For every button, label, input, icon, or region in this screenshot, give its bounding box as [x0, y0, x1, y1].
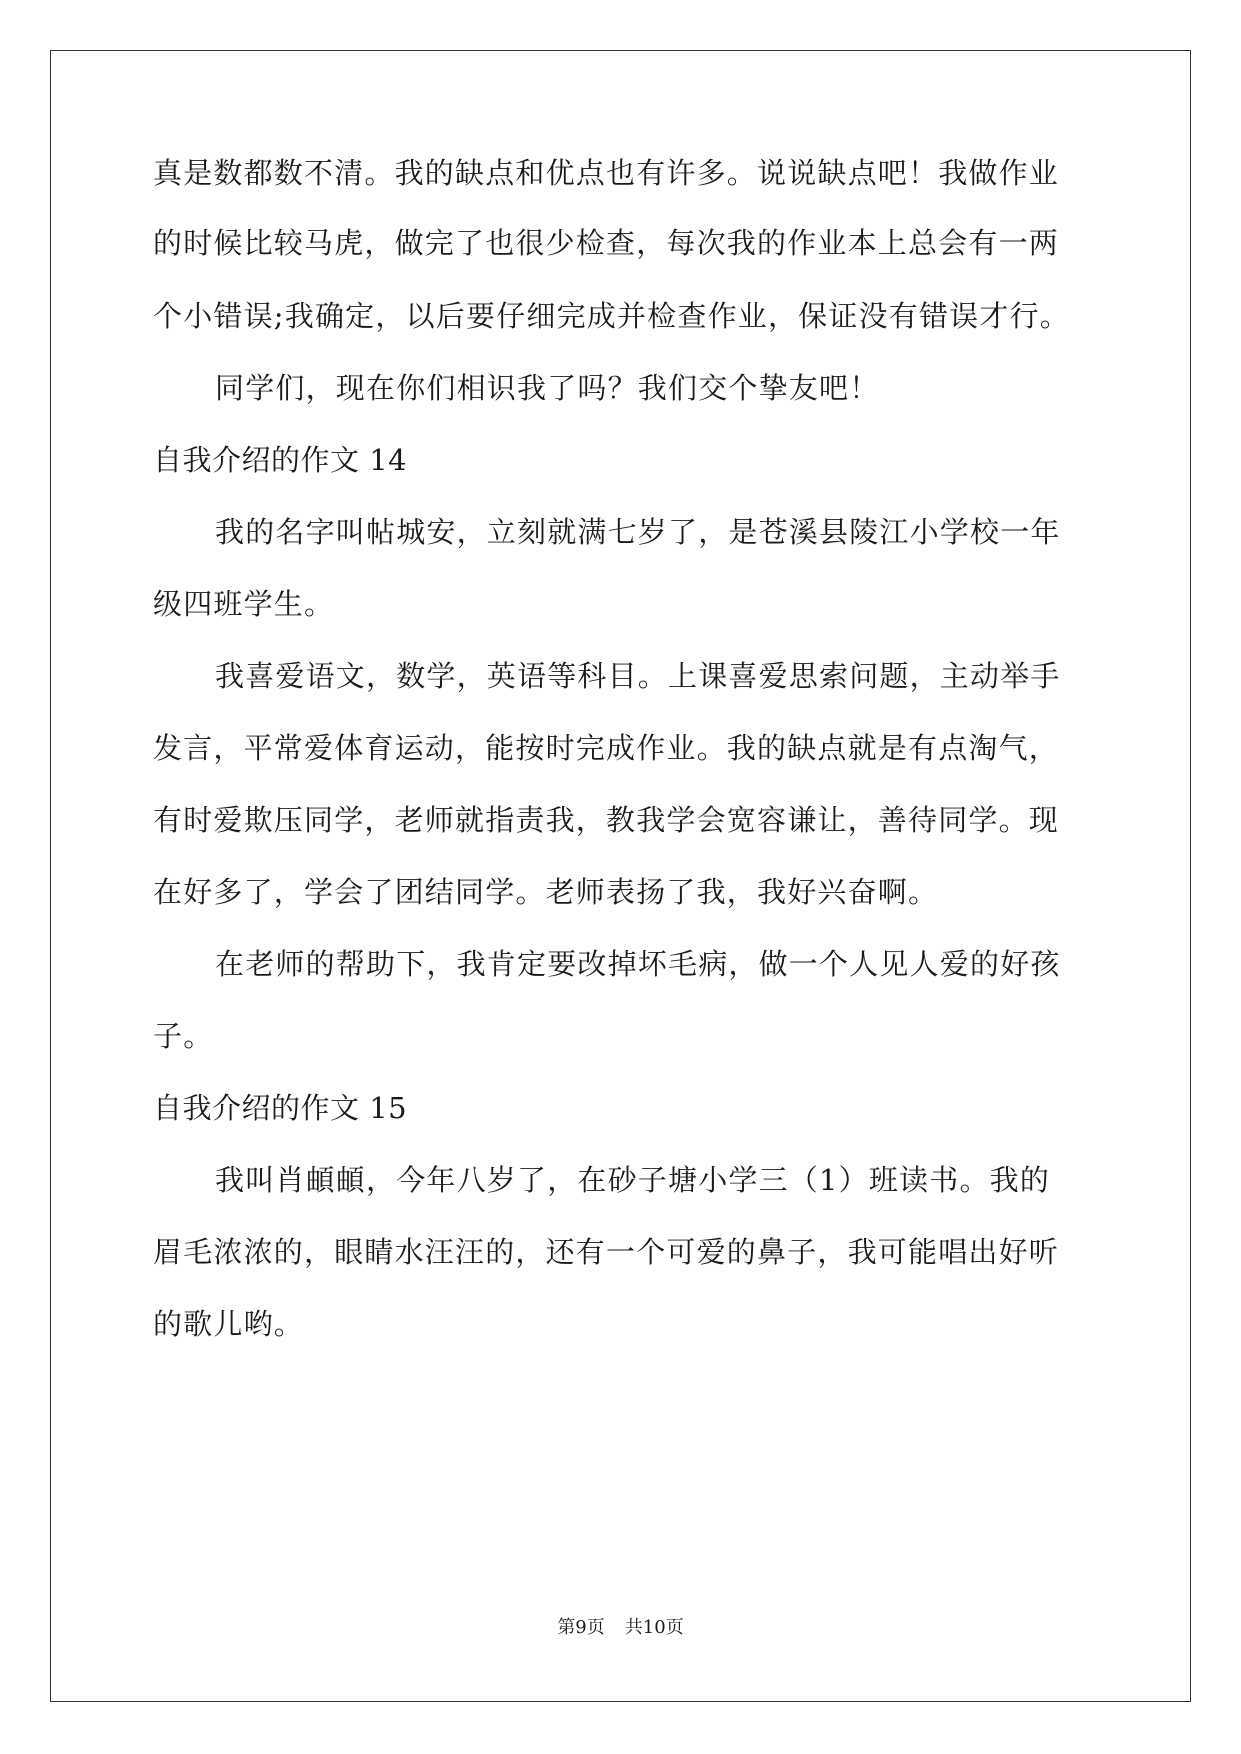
paragraph-start-line: 我喜爱语文，数学，英语等科目。上课喜爱思索问题，主动举手: [215, 659, 1061, 693]
body-line: 发言，平常爱体育运动，能按时完成作业。我的缺点就是有点淘气，: [153, 731, 1060, 765]
page-total: 共10页: [624, 1617, 684, 1638]
section-heading: 自我介绍的作文 14: [153, 443, 408, 477]
body-line: 的歌儿哟。: [153, 1307, 305, 1341]
body-line: 级四班学生。: [153, 587, 335, 621]
section-heading: 自我介绍的作文 15: [153, 1091, 408, 1125]
body-line: 的时候比较马虎，做完了也很少检查，每次我的作业本上总会有一两: [153, 226, 1060, 260]
page-number: 第9页: [557, 1617, 605, 1638]
paragraph-start-line: 同学们，现在你们相识我了吗？我们交个挚友吧！: [215, 371, 880, 405]
body-line: 在好多了，学会了团结同学。老师表扬了我，我好兴奋啊。: [153, 875, 939, 909]
body-line: 子。: [153, 1019, 214, 1053]
body-line: 有时爱欺压同学，老师就指责我，教我学会宽容谦让，善待同学。现: [153, 803, 1060, 837]
page-footer: [0, 1616, 1241, 1640]
body-line: 个小错误;我确定，以后要仔细完成并检查作业，保证没有错误才行。: [153, 299, 1070, 333]
paragraph-start-line: 在老师的帮助下，我肯定要改掉坏毛病，做一个人见人爱的好孩: [215, 947, 1061, 981]
body-line: 真是数都数不清。我的缺点和优点也有许多。说说缺点吧！我做作业: [153, 156, 1060, 190]
body-line: 眉毛浓浓的，眼睛水汪汪的，还有一个可爱的鼻子，我可能唱出好听: [153, 1235, 1060, 1269]
paragraph-start-line: 我的名字叫帖城安，立刻就满七岁了，是苍溪县陵江小学校一年: [215, 515, 1061, 549]
paragraph-start-line: 我叫肖頔頔，今年八岁了，在砂子塘小学三（1）班读书。我的: [215, 1163, 1051, 1197]
